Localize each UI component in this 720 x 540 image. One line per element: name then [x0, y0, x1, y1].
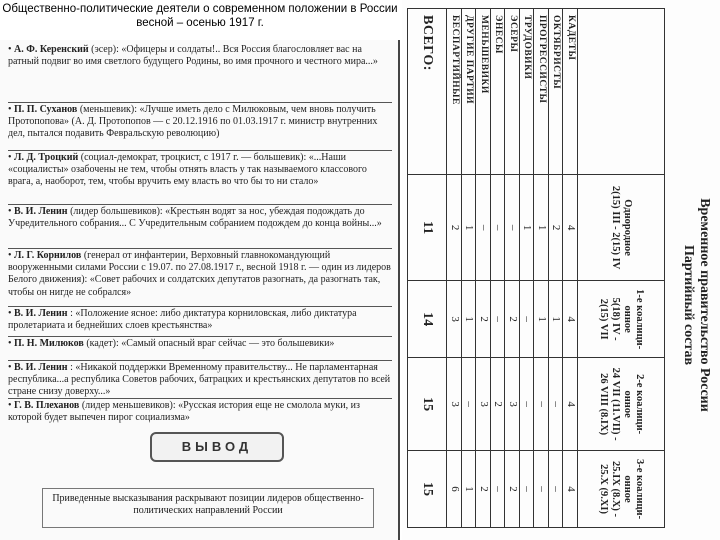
table-cell: –: [534, 358, 549, 451]
table-cell: –: [534, 451, 549, 528]
col-header-4: 3-е коалици- онное 25.IX (8.X) - 25.X (9.XI): [578, 451, 665, 528]
table-row: [462, 9, 477, 528]
table-cell: –: [476, 175, 491, 281]
table-cell: 1: [520, 175, 535, 281]
table-cell: 1: [549, 281, 564, 358]
table-cell: –: [549, 451, 564, 528]
table-row: [520, 9, 535, 528]
party-name: ЭСЕРЫ: [505, 9, 520, 175]
table-header-row: [578, 9, 665, 528]
table-cell: 1: [534, 281, 549, 358]
quote-author: П. Н. Милюков: [14, 338, 84, 349]
vyvod-label: ВЫВОД: [150, 432, 284, 462]
table-row: [447, 9, 462, 528]
table-cell: 3: [505, 358, 520, 451]
total-cell: 11: [408, 175, 447, 281]
quote-author: Л. Г. Корнилов: [14, 250, 82, 261]
quote-item: [8, 400, 392, 424]
party-name: МЕНЬШЕВИКИ: [476, 9, 491, 175]
bullet-icon: •: [8, 104, 15, 115]
table-cell: –: [520, 281, 535, 358]
table-cell: –: [520, 358, 535, 451]
government-composition-table: [408, 8, 666, 528]
party-name: КАДЕТЫ: [563, 9, 578, 175]
quote-text: : «Положение ясное: либо диктатура корниловская, либо диктатура пролетариата и беднейших слоев крестьянства»: [8, 308, 357, 332]
table-body: [408, 9, 578, 528]
party-name: ЭНЕСЫ: [491, 9, 506, 175]
table-cell: 2: [505, 451, 520, 528]
quote-author: Г. В. Плеханов: [14, 400, 80, 411]
table-cell: 2: [476, 281, 491, 358]
conclusion-box: Приведенные высказывания раскрывают позиции лидеров общественно-политических направлений России: [42, 488, 374, 528]
table-cell: 2: [505, 281, 520, 358]
quote-author: А. Ф. Керенский: [14, 44, 89, 55]
table-title: Временное правительство России Партийный состав: [681, 198, 712, 412]
table-cell: –: [491, 175, 506, 281]
bullet-icon: •: [8, 152, 15, 163]
table-cell: 1: [462, 175, 477, 281]
bullet-icon: •: [8, 400, 15, 411]
quote-text: : «Никакой поддержки Временному правительству... Не парламентарная республика...а республика Советов рабочих, батрацких и крестьянских депутатов по всей стране снизу доверху...»: [8, 362, 391, 398]
table-cell: 2: [491, 358, 506, 451]
quote-text: (лидер большевиков): «Крестьян водят за нос, убеждая подождать до Учредительного собрания... С Учредительным собранием подождем до конца войны...»: [8, 206, 382, 230]
quote-divider: [8, 204, 392, 205]
quote-text: (меньшевик): «Лучше иметь дело с Милюковым, чем вновь получить Протопопова» (А. Д. Протопопов — с 20.12.1916 по 01.03.1917 г. министр внутренних дел, пытался подавить Февральскую революцию): [8, 104, 378, 140]
table-cell: 4: [563, 281, 578, 358]
quote-divider: [8, 102, 392, 103]
quote-item: [8, 362, 392, 399]
total-row: [408, 9, 447, 528]
col-header-1: Однородное 2(15) III - 2(15) IV: [578, 175, 665, 281]
table-cell: –: [491, 451, 506, 528]
quote-text: (эсер): «Офицеры и солдаты!.. Вся Россия благословляет вас на ратный подвиг во имя светлого будущего Родины, во имя прочного и честного мира...»: [8, 44, 378, 68]
quote-item: [8, 152, 392, 189]
bullet-icon: •: [8, 44, 15, 55]
table-cell: –: [520, 451, 535, 528]
quote-author: В. И. Ленин: [14, 206, 68, 217]
quote-item: [8, 44, 392, 68]
quote-item: [8, 338, 392, 350]
table-cell: 4: [563, 175, 578, 281]
table-cell: 4: [563, 358, 578, 451]
slide-title: Общественно-политические деятели о современном положении в России весной – осенью 1917 г.: [2, 3, 398, 29]
quote-text: (лидер меньшевиков): «Русская история еще не смолола муки, из которой будет выпечен пирог социализма»: [8, 400, 360, 424]
quote-item: [8, 308, 392, 332]
quote-author: В. И. Ленин: [14, 308, 68, 319]
quote-author: Л. Д. Троцкий: [14, 152, 79, 163]
quote-author: П. П. Суханов: [14, 104, 78, 115]
table-row: [505, 9, 520, 528]
bullet-icon: •: [8, 308, 15, 319]
table-cell: 2: [447, 175, 462, 281]
table-cell: –: [462, 358, 477, 451]
quote-item: [8, 104, 392, 141]
party-name: ДРУГИЕ ПАРТИИ: [462, 9, 477, 175]
table-cell: 1: [462, 451, 477, 528]
quote-author: В. И. Ленин: [14, 362, 68, 373]
total-cell: 14: [408, 281, 447, 358]
total-cell: 15: [408, 451, 447, 528]
table-cell: 4: [563, 451, 578, 528]
quote-item: [8, 206, 392, 230]
table-row: [534, 9, 549, 528]
table-cell: 3: [476, 358, 491, 451]
table-cell: 2: [476, 451, 491, 528]
quote-text: (генерал от инфантерии, Верховный главнокомандующий вооруженными силами России с 19.07. по 27.08.1917 г., весной 1918 г. — один из лидеров Белого движения): «Совет рабочих и солдатских депутатов разогнать, да разогнать так, чтобы он нигде не собрался»: [8, 250, 391, 298]
table-cell: 1: [534, 175, 549, 281]
col-header-3: 2-е коалици- онное 24 VII (11.VII) - 26 VIII (8.IX): [578, 358, 665, 451]
table-cell: 1: [462, 281, 477, 358]
party-name: БЕСПАРТИЙНЫЕ: [447, 9, 462, 175]
quote-divider: [8, 360, 392, 361]
table-cell: 3: [447, 358, 462, 451]
table-row: [476, 9, 491, 528]
table-row: [563, 9, 578, 528]
party-name: ПРОГРЕССИСТЫ: [534, 9, 549, 175]
quote-text: (социал-демократ, троцкист, с 1917 г. — большевик): «...Наши «социалисты» озабочены не тем, чтобы отнять власть у так называемого классового врага, а, наоборот, тем, чтобы вручить ему власть во что бы то ни стало»: [8, 152, 367, 188]
total-label: ВСЕГО:: [408, 9, 447, 175]
quote-text: (кадет): «Самый опасный враг сейчас — это большевики»: [86, 338, 335, 349]
total-cell: 15: [408, 358, 447, 451]
table-row: [491, 9, 506, 528]
rotated-table-container: [402, 0, 720, 540]
table-page: [402, 0, 720, 540]
table-cell: –: [505, 175, 520, 281]
quote-item: [8, 250, 392, 299]
quote-divider: [8, 306, 392, 307]
table-cell: –: [549, 358, 564, 451]
party-header: [578, 9, 665, 175]
quote-divider: [8, 336, 392, 337]
table-cell: 2: [549, 175, 564, 281]
quote-divider: [8, 398, 392, 399]
bullet-icon: •: [8, 206, 15, 217]
table-cell: –: [491, 281, 506, 358]
bullet-icon: •: [8, 362, 15, 373]
bullet-icon: •: [8, 250, 15, 261]
party-name: ОКТЯБРИСТЫ: [549, 9, 564, 175]
table-row: [549, 9, 564, 528]
bullet-icon: •: [8, 338, 15, 349]
col-header-2: 1-е коалици- онное 5(18) IV - 2(15) VII: [578, 281, 665, 358]
quote-divider: [8, 150, 392, 151]
table-cell: 6: [447, 451, 462, 528]
table-cell: 3: [447, 281, 462, 358]
party-name: ТРУДОВИКИ: [520, 9, 535, 175]
quote-divider: [8, 248, 392, 249]
